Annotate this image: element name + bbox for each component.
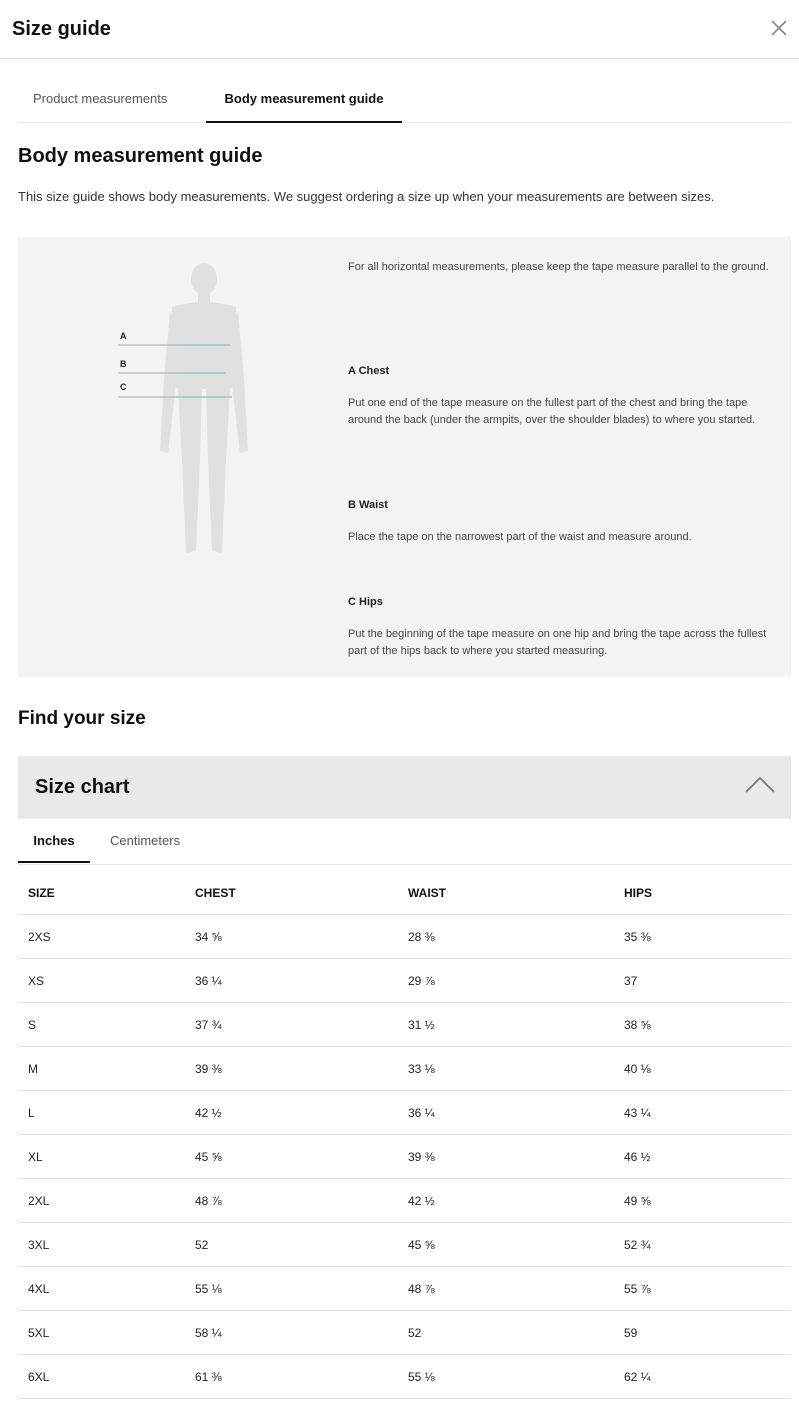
column-header-chest: CHEST — [185, 872, 398, 915]
cell-waist: 28 ⅜ — [398, 915, 614, 959]
cell-hips: 52 ¾ — [614, 1223, 791, 1267]
cell-hips: 35 ⅜ — [614, 915, 791, 959]
cell-size: 3XL — [18, 1223, 185, 1267]
hips-text: Put the beginning of the tape measure on one hip and bring the tape across the fullest part of the hips back to where you started measuring. — [348, 628, 767, 657]
cell-hips: 37 — [614, 959, 791, 1003]
cell-hips: 43 ¼ — [614, 1091, 791, 1135]
cell-hips: 55 ⅞ — [614, 1267, 791, 1311]
table-row — [18, 1223, 791, 1267]
column-header-size: SIZE — [18, 872, 185, 915]
cell-waist: 42 ½ — [398, 1179, 614, 1223]
hips-heading: C Hips — [348, 596, 383, 608]
cell-hips: 49 ⅝ — [614, 1179, 791, 1223]
close-icon[interactable] — [769, 18, 789, 38]
section-title: Body measurement guide — [18, 145, 263, 167]
label-c: C — [120, 382, 127, 392]
cell-waist: 55 ⅛ — [398, 1355, 614, 1399]
table-row — [18, 1091, 791, 1135]
tab-centimeters[interactable]: Centimeters — [110, 833, 181, 848]
cell-waist: 29 ⅞ — [398, 959, 614, 1003]
cell-waist: 31 ½ — [398, 1003, 614, 1047]
cell-chest: 45 ⅝ — [185, 1135, 398, 1179]
cell-waist: 33 ⅛ — [398, 1047, 614, 1091]
cell-size: 2XL — [18, 1179, 185, 1223]
table-row — [18, 1003, 791, 1047]
cell-waist: 45 ⅝ — [398, 1223, 614, 1267]
table-row — [18, 1311, 791, 1355]
size-chart-accordion[interactable] — [18, 756, 791, 819]
cell-hips: 46 ½ — [614, 1135, 791, 1179]
tab-product-measurements[interactable]: Product measurements — [33, 91, 168, 106]
table-header-row — [18, 872, 791, 915]
waist-text: Place the tape on the narrowest part of the waist and measure around. — [348, 531, 692, 543]
guide-tabs — [18, 80, 791, 123]
table-row — [18, 1047, 791, 1091]
label-a: A — [120, 331, 127, 341]
tab-body-measurement-guide[interactable]: Body measurement guide — [206, 91, 402, 106]
measurement-guide-panel — [18, 237, 791, 677]
cell-size: M — [18, 1047, 185, 1091]
chest-text: Put one end of the tape measure on the fullest part of the chest and bring the tape around the back (under the armpits, over the shoulder blades) to where you started. — [348, 397, 756, 426]
cell-chest: 36 ¼ — [185, 959, 398, 1003]
cell-waist: 39 ⅜ — [398, 1135, 614, 1179]
table-row — [18, 959, 791, 1003]
modal-title: Size guide — [12, 18, 111, 40]
tab-inches[interactable]: Inches — [18, 833, 90, 848]
cell-size: 4XL — [18, 1267, 185, 1311]
column-header-waist: WAIST — [398, 872, 614, 915]
cell-hips: 59 — [614, 1311, 791, 1355]
intro-text: For all horizontal measurements, please keep the tape measure parallel to the ground. — [348, 261, 769, 273]
cell-hips: 40 ⅛ — [614, 1047, 791, 1091]
table-row — [18, 1355, 791, 1399]
cell-hips: 38 ⅝ — [614, 1003, 791, 1047]
cell-chest: 39 ⅜ — [185, 1047, 398, 1091]
modal-header — [0, 0, 799, 59]
table-row — [18, 1135, 791, 1179]
cell-size: XL — [18, 1135, 185, 1179]
cell-chest: 55 ⅛ — [185, 1267, 398, 1311]
cell-chest: 37 ¾ — [185, 1003, 398, 1047]
table-row — [18, 915, 791, 959]
waist-heading: B Waist — [348, 499, 388, 511]
cell-waist: 48 ⅞ — [398, 1267, 614, 1311]
cell-size: 2XS — [18, 915, 185, 959]
find-your-size-title: Find your size — [18, 708, 146, 729]
table-row — [18, 1267, 791, 1311]
cell-size: XS — [18, 959, 185, 1003]
label-b: B — [120, 359, 127, 369]
cell-size: 6XL — [18, 1355, 185, 1399]
cell-waist: 52 — [398, 1311, 614, 1355]
cell-chest: 58 ¼ — [185, 1311, 398, 1355]
body-figure-illustration — [114, 261, 254, 561]
table-row — [18, 1179, 791, 1223]
column-header-hips: HIPS — [614, 872, 791, 915]
unit-tabs — [18, 820, 791, 865]
cell-size: L — [18, 1091, 185, 1135]
size-chart-table — [18, 872, 791, 1399]
cell-chest: 52 — [185, 1223, 398, 1267]
cell-chest: 61 ⅜ — [185, 1355, 398, 1399]
section-description: This size guide shows body measurements. We suggest ordering a size up when your measurements are between sizes. — [18, 189, 715, 204]
cell-chest: 48 ⅞ — [185, 1179, 398, 1223]
cell-chest: 42 ½ — [185, 1091, 398, 1135]
size-chart-title: Size chart — [35, 776, 130, 798]
chevron-up-icon[interactable] — [743, 774, 777, 796]
cell-size: 5XL — [18, 1311, 185, 1355]
cell-waist: 36 ¼ — [398, 1091, 614, 1135]
cell-size: S — [18, 1003, 185, 1047]
cell-hips: 62 ¼ — [614, 1355, 791, 1399]
chest-heading: A Chest — [348, 365, 390, 377]
cell-chest: 34 ⅝ — [185, 915, 398, 959]
